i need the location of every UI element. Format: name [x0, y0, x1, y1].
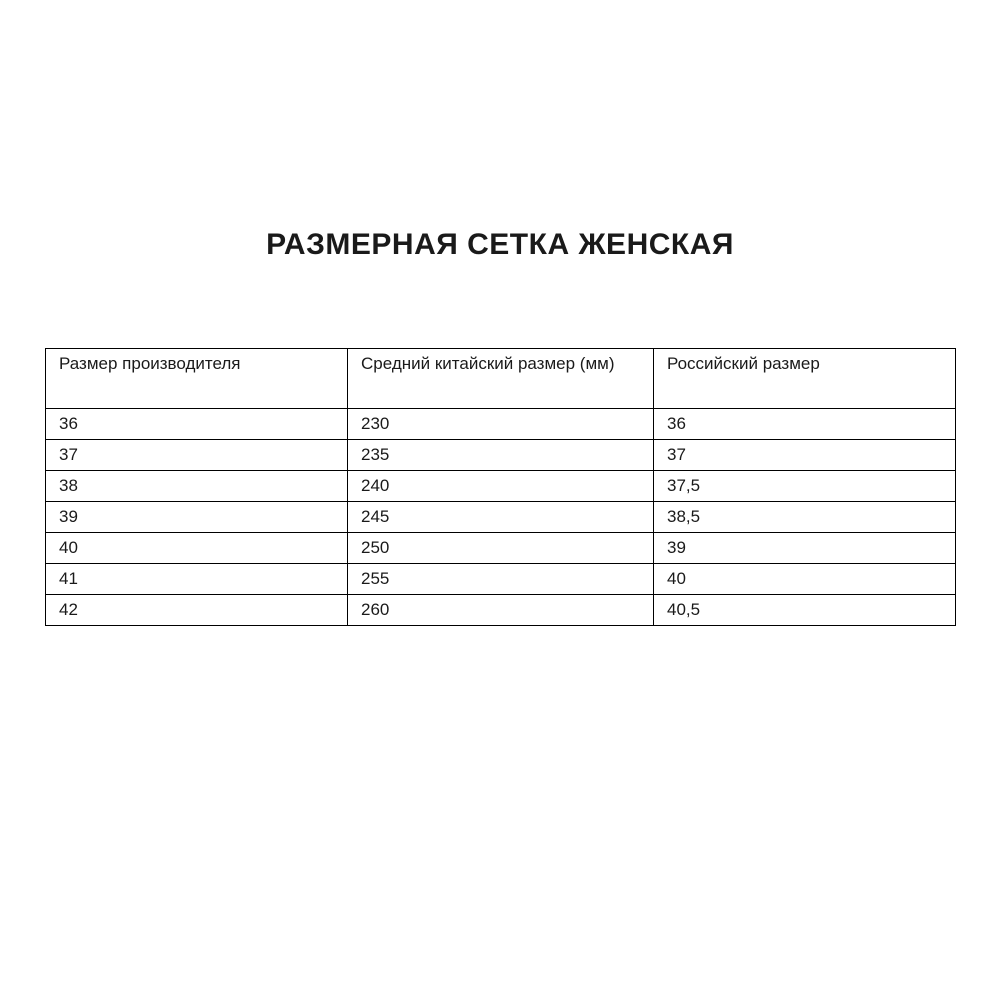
table-cell: 250 [348, 533, 654, 564]
table-row [46, 440, 956, 471]
table-row [46, 502, 956, 533]
page-title: РАЗМЕРНАЯ СЕТКА ЖЕНСКАЯ [266, 228, 734, 261]
table-cell: 36 [46, 409, 348, 440]
table-row [46, 595, 956, 626]
table-cell: 245 [348, 502, 654, 533]
column-header-chinese-size-mm: Средний китайский размер (мм) [348, 349, 654, 409]
table-cell: 39 [46, 502, 348, 533]
table-header-row [46, 349, 956, 409]
table-cell: 255 [348, 564, 654, 595]
table-row [46, 564, 956, 595]
table-cell: 260 [348, 595, 654, 626]
table-cell: 37 [46, 440, 348, 471]
table-cell: 37,5 [654, 471, 956, 502]
table-cell: 41 [46, 564, 348, 595]
column-header-manufacturer-size: Размер производителя [46, 349, 348, 409]
table-cell: 240 [348, 471, 654, 502]
table-row [46, 533, 956, 564]
table-cell: 38 [46, 471, 348, 502]
column-header-russian-size: Российский размер [654, 349, 956, 409]
table-row [46, 471, 956, 502]
table-row [46, 409, 956, 440]
table-cell: 39 [654, 533, 956, 564]
table-cell: 230 [348, 409, 654, 440]
table-cell: 37 [654, 440, 956, 471]
table-cell: 36 [654, 409, 956, 440]
table-cell: 38,5 [654, 502, 956, 533]
table-cell: 40 [654, 564, 956, 595]
table-body [46, 409, 956, 626]
table-cell: 40,5 [654, 595, 956, 626]
table-cell: 42 [46, 595, 348, 626]
table-cell: 40 [46, 533, 348, 564]
table-cell: 235 [348, 440, 654, 471]
size-chart-table [45, 348, 956, 626]
